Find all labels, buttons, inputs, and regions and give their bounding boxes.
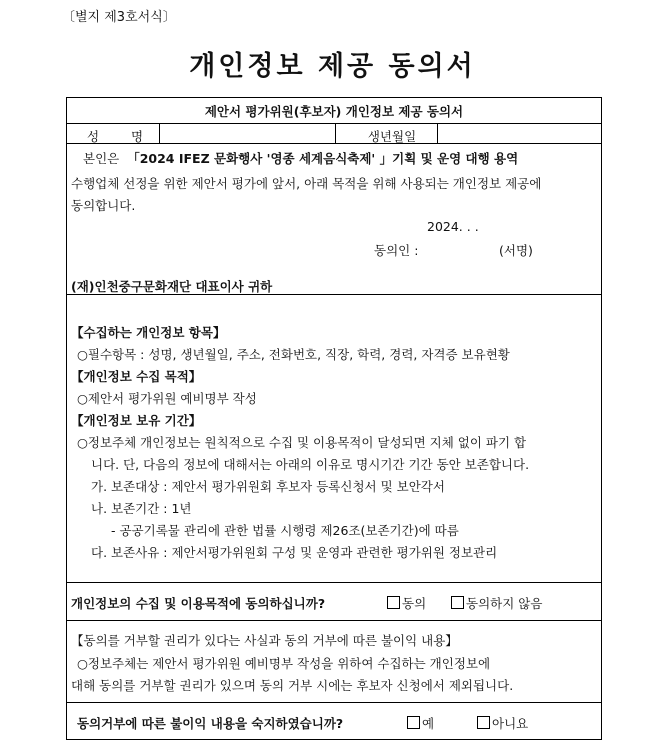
purpose-item: ○제안서 평가위원 예비명부 작성 xyxy=(77,391,257,406)
project-name: 「2024 IFEZ 문화행사 '영종 세계음식축제' 」기획 및 운영 대행 용역 xyxy=(127,151,519,166)
no-label: 아니요 xyxy=(492,716,529,731)
divider xyxy=(437,123,438,143)
statement-line2: 수행업체 선정을 위한 제안서 평가에 앞서, 아래 목적을 위해 사용되는 개인정보 제공에 xyxy=(71,176,542,191)
collected-item: ○필수항목 : 성명, 생년월일, 주소, 전화번호, 직장, 학력, 경력, 자격증 보유현황 xyxy=(77,347,510,362)
divider xyxy=(67,702,601,703)
page-title: 개인정보 제공 동의서 xyxy=(189,51,476,82)
agree-checkbox[interactable] xyxy=(387,596,400,609)
statement-line3: 동의합니다. xyxy=(71,198,136,213)
divider xyxy=(67,582,601,583)
date-field[interactable]: 2024. . . xyxy=(427,219,479,234)
divider xyxy=(67,294,601,295)
agree-label: 동의 xyxy=(402,596,427,611)
no-checkbox[interactable] xyxy=(477,716,490,729)
statement-prefix: 본인은 xyxy=(83,151,120,166)
refusal-line2: 대해 동의를 거부할 권리가 있으며 동의 거부 시에는 후보자 신청에서 제외됩니다. xyxy=(71,678,514,693)
retention-heading: 【개인정보 보유 기간】 xyxy=(71,413,202,428)
consent-form xyxy=(66,97,602,740)
ack-question: 동의거부에 따른 불이익 내용을 숙지하였습니까? xyxy=(77,716,344,731)
divider xyxy=(67,620,601,621)
yes-label: 예 xyxy=(422,716,435,731)
retention-line2: 니다. 단, 다음의 정보에 대해서는 아래의 이유로 명시기간 기간 동안 보존합니다. xyxy=(91,457,530,472)
retention-ga: 가. 보존대상 : 제안서 평가위원회 후보자 등록신청서 및 보안각서 xyxy=(91,479,445,494)
collected-heading: 【수집하는 개인정보 항목】 xyxy=(71,325,226,340)
consent-agree-option[interactable] xyxy=(387,594,426,612)
retention-da: 다. 보존사유 : 제안서평가위원회 구성 및 운영과 관련한 평가위원 정보관리 xyxy=(91,545,498,560)
retention-law: - 공공기록물 관리에 관한 법률 시행령 제26조(보존기간)에 따름 xyxy=(111,523,459,538)
consent-question: 개인정보의 수집 및 이용목적에 동의하십니까? xyxy=(71,596,326,611)
disagree-checkbox[interactable] xyxy=(451,596,464,609)
yes-checkbox[interactable] xyxy=(407,716,420,729)
refusal-line1: ○정보주체는 제안서 평가위원 예비명부 작성을 위하여 수집하는 개인정보에 xyxy=(77,656,491,671)
ack-no-option[interactable] xyxy=(477,714,528,732)
retention-line1: ○정보주체 개인정보는 원칙적으로 수집 및 이용목적이 달성되면 지체 없이 파기 합 xyxy=(77,435,527,450)
consent-disagree-option[interactable] xyxy=(451,594,542,612)
refusal-heading: 【동의를 거부할 권리가 있다는 사실과 동의 거부에 따른 불이익 내용】 xyxy=(71,633,458,648)
form-reference: 〔별지 제3호서식〕 xyxy=(62,10,176,25)
divider xyxy=(159,123,160,143)
retention-na: 나. 보존기간 : 1년 xyxy=(91,501,192,516)
divider xyxy=(335,123,336,143)
consenter-label: 동의인 : xyxy=(374,243,419,258)
divider xyxy=(67,143,601,144)
purpose-heading: 【개인정보 수집 목적】 xyxy=(71,369,202,384)
birth-field[interactable] xyxy=(440,124,595,142)
addressee: (재)인천중구문화재단 대표이사 귀하 xyxy=(71,279,273,294)
name-field[interactable] xyxy=(162,124,332,142)
statement-line1 xyxy=(83,149,518,167)
signature-field[interactable]: (서명) xyxy=(499,243,533,258)
disagree-label: 동의하지 않음 xyxy=(466,596,543,611)
name-label: 성 명 xyxy=(87,129,158,144)
birth-label: 생년월일 xyxy=(367,129,417,144)
ack-yes-option[interactable] xyxy=(407,714,434,732)
table-header: 제안서 평가위원(후보자) 개인정보 제공 동의서 xyxy=(204,104,464,119)
